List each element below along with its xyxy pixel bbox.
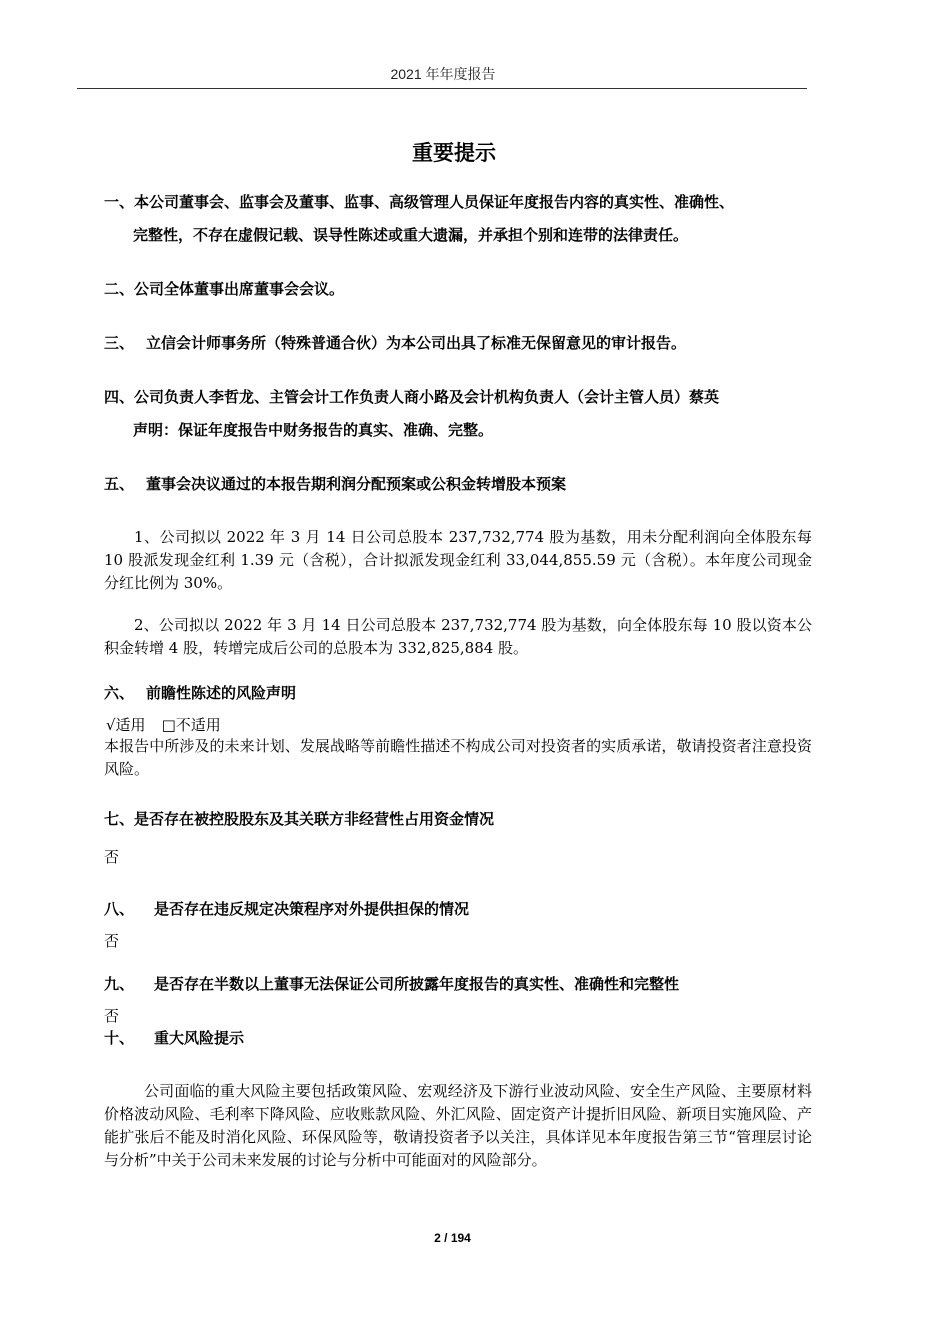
page-header-title: 2021 年年度报告 [390,66,496,82]
section-8-number: 八、 [104,900,135,918]
section-4-line-2: 声明：保证年度报告中财务报告的真实、准确、完整。 [133,421,494,439]
section-10-heading [104,1027,244,1048]
section-2: 二、公司全体董事出席董事会会议。 [104,280,345,298]
section-9-number: 九、 [104,975,135,993]
document-title: 重要提示 [412,141,496,165]
section-10-text: 重大风险提示 [154,1029,245,1047]
section-3 [104,332,686,353]
header-divider [77,88,807,89]
section-3-text: 立信会计师事务所（特殊普通合伙）为本公司出具了标准无保留意见的审计报告。 [146,334,687,352]
not-applicable-checkbox: □不适用 [161,716,221,734]
section-5-paragraph-1: 1、公司拟以 2022 年 3 月 14 日公司总股本 237,732,774 股为基数，用未分配利润向全体股东每 10 股派发现金红利 1.39 元（含税），合计拟派发现金红利 33,044,855.59 元（含税）。本年度公司现金分红比例为 30%。 [104,528,812,592]
applicable-checkbox: √适用 [106,716,146,734]
section-8 [104,898,469,919]
section-8-text: 是否存在违反规定决策程序对外提供担保的情况 [154,900,470,918]
section-5-paragraph-2: 2、公司拟以 2022 年 3 月 14 日公司总股本 237,732,774 股为基数，向全体股东每 10 股以资本公积金转增 4 股，转增完成后公司的总股本为 332,825,884 股。 [104,616,812,657]
applicability-options [106,714,221,735]
section-8-answer: 否 [104,932,120,950]
section-7-answer: 否 [104,848,120,866]
section-6-text: 前瞻性陈述的风险声明 [146,684,297,702]
section-1-line-2: 完整性，不存在虚假记载、误导性陈述或重大遗漏，并承担个别和连带的法律责任。 [133,226,689,244]
section-5-heading [104,473,566,494]
section-7: 七、是否存在被控股股东及其关联方非经营性占用资金情况 [104,810,495,828]
section-10-body: 公司面临的重大风险主要包括政策风险、宏观经济及下游行业波动风险、安全生产风险、主要原材料价格波动风险、毛利率下降风险、应收账款风险、外汇风险、固定资产计提折旧风险、新项目实施风险、产能扩张后不能及时消化风险、环保风险等，敬请投资者予以关注，具体详见本年度报告第三节“管理层讨论与分析”中关于公司未来发展的讨论与分析中可能面对的风险部分。 [104,1082,812,1169]
page-number: 2 / 194 [434,1231,471,1245]
section-10-number: 十、 [104,1029,135,1047]
section-6-number: 六、 [104,684,135,702]
section-4-line-1: 四、公司负责人李哲龙、主管会计工作负责人商小路及会计机构负责人（会计主管人员）蔡英 [104,388,720,406]
section-9-text: 是否存在半数以上董事无法保证公司所披露年度报告的真实性、准确性和完整性 [154,975,680,993]
section-6-heading [104,682,296,703]
section-5-number: 五、 [104,475,135,493]
section-9 [104,973,679,994]
section-3-number: 三、 [104,334,135,352]
section-9-answer: 否 [104,1007,120,1025]
section-6-body: 本报告中所涉及的未来计划、发展战略等前瞻性描述不构成公司对投资者的实质承诺，敬请投资者注意投资风险。 [104,737,812,778]
section-1-line-1: 一、本公司董事会、监事会及董事、监事、高级管理人员保证年度报告内容的真实性、准确性、 [104,193,735,211]
section-5-text: 董事会决议通过的本报告期利润分配预案或公积金转增股本预案 [146,475,567,493]
